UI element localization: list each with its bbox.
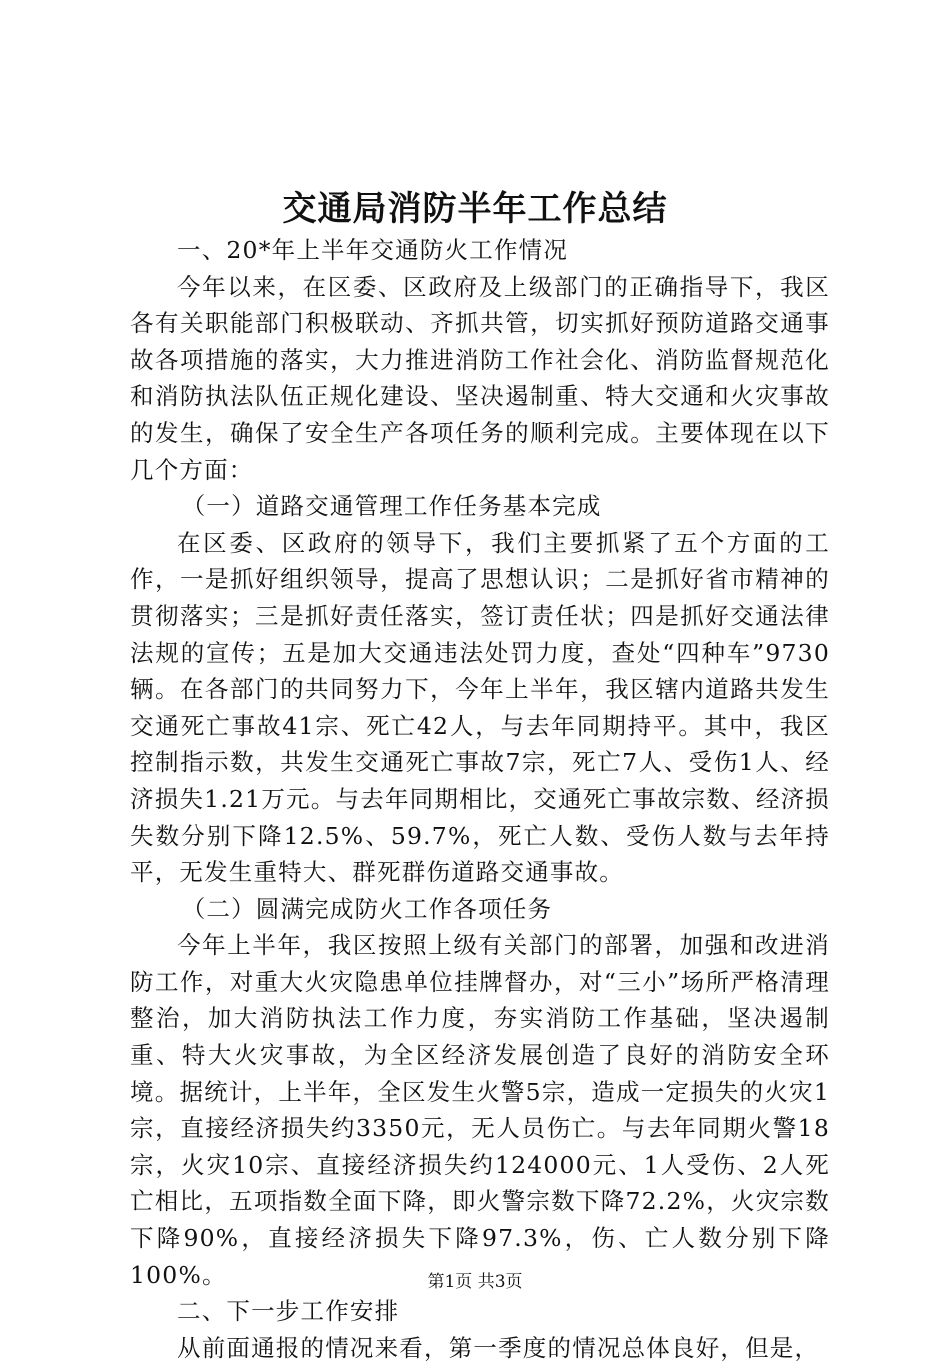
page-footer: 第1页 共3页 <box>427 1272 523 1292</box>
subsection-heading-fire: （二）圆满完成防火工作各项任务 <box>181 894 553 923</box>
section-heading-1: 一、20*年上半年交通防火工作情况 <box>177 236 569 264</box>
paragraph-intro: 今年以来，在区委、区政府及上级部门的正确指导下，我区各有关职能部门积极联动、齐抓共管，切实抓好预防道路交通事故各项措施的落实，大力推进消防工作社会化、消防监督规范化和消防执法队伍正规化建设、坚决遏制重、特大交通和火灾事故的发生，确保了安全生产各项任务的顺利完成。主要体现在以下几个方面： <box>130 272 830 484</box>
document-body <box>130 232 830 1366</box>
page-title: 交通局消防半年工作总结 <box>282 189 668 229</box>
subsection-heading-traffic: （一）道路交通管理工作任务基本完成 <box>181 492 602 521</box>
paragraph-fire: 今年上半年，我区按照上级有关部门的部署，加强和改进消防工作，对重大火灾隐患单位挂牌督办，对“三小”场所严格清理整治，加大消防执法工作力度，夯实消防工作基础，坚决遏制重、特大火灾事故，为全区经济发展创造了良好的消防安全环境。据统计，上半年，全区发生火警5宗，造成一定损失的火灾1宗，直接经济损失约3350元，无人员伤亡。与去年同期火警18宗，火灾10宗、直接经济损失约124000元、1人受伤、2人死亡相比，五项指数全面下降，即火警宗数下降72.2%，火灾宗数下降90%，直接经济损失下降97.3%，伤、亡人数分别下降100%。 <box>130 931 830 1289</box>
paragraph-next-steps: 从前面通报的情况来看，第一季度的情况总体良好，但是， <box>177 1333 820 1362</box>
section-heading-2: 二、下一步工作安排 <box>177 1297 400 1326</box>
paragraph-traffic: 在区委、区政府的领导下，我们主要抓紧了五个方面的工作，一是抓好组织领导，提高了思想认识；二是抓好省市精神的贯彻落实；三是抓好责任落实，签订责任状；四是抓好交通法律法规的宣传；五是加大交通违法处罚力度，查处“四种车”9730辆。在各部门的共同努力下，今年上半年，我区辖内道路共发生交通死亡事故41宗、死亡42人，与去年同期持平。其中，我区控制指示数，共发生交通死亡事故7宗，死亡7人、受伤1人、经济损失1.21万元。与去年同期相比，交通死亡事故宗数、经济损失数分别下降12.5%、59.7%，死亡人数、受伤人数与去年持平，无发生重特大、群死群伤道路交通事故。 <box>130 528 830 887</box>
